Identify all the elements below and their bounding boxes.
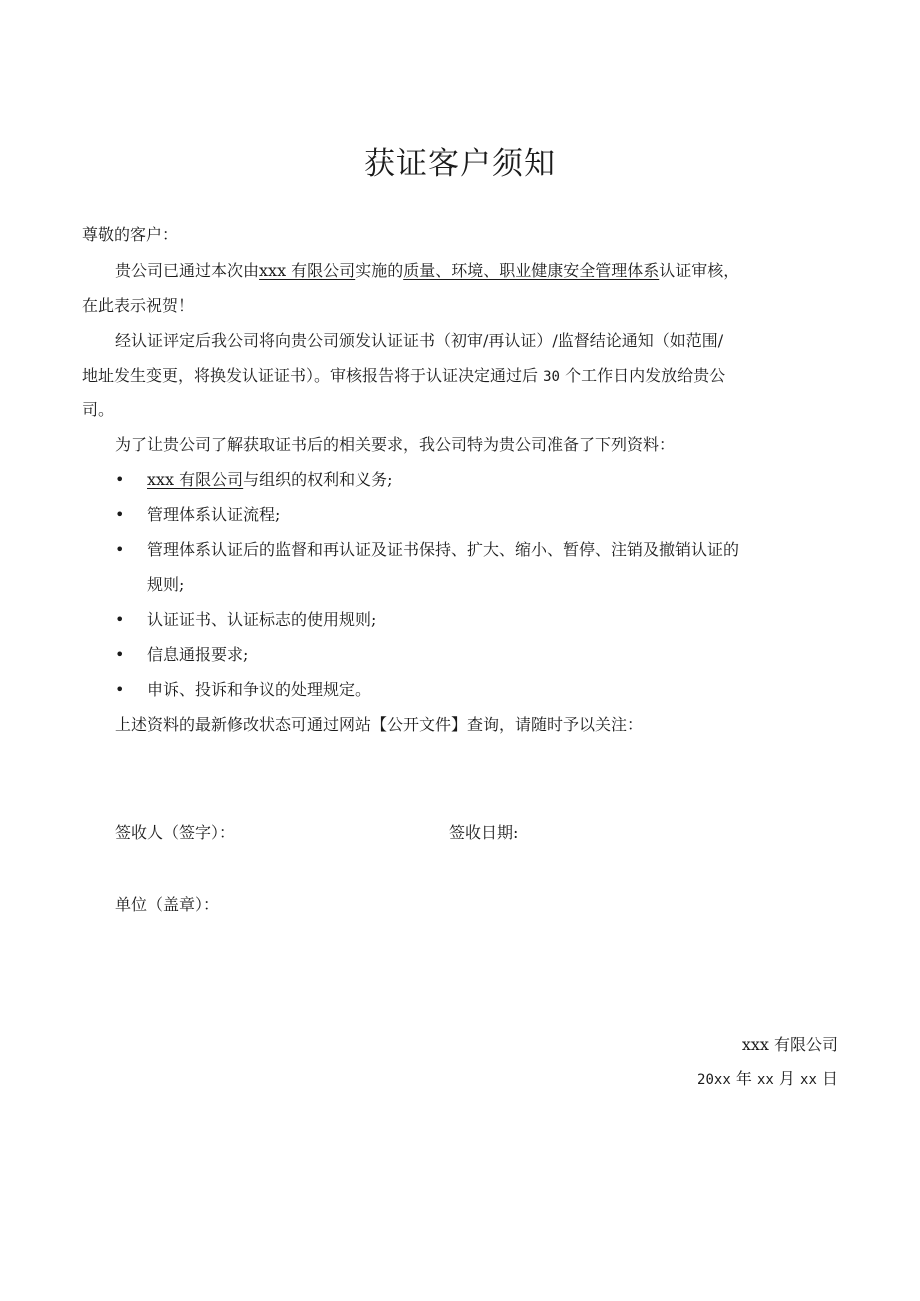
footer-day-value: xx	[800, 1072, 817, 1088]
bullet-icon: •	[115, 540, 125, 559]
bullet1-company: xxx 有限公司	[147, 470, 244, 489]
document-title: 获证客户须知	[364, 146, 556, 182]
footer-date	[697, 1069, 838, 1090]
para2-line1: 经认证评定后我公司将向贵公司颁发认证证书（初审/再认证）/监督结论通知（如范围/	[115, 331, 724, 350]
para2-line3: 司。	[82, 400, 115, 419]
para1-mid: 实施的	[355, 261, 404, 280]
para2-line2-post: 个工作日内发放给贵公	[565, 366, 726, 385]
para4: 上述资料的最新修改状态可通过网站【公开文件】查询，请随时予以关注：	[115, 715, 644, 734]
footer-day-label: 日	[821, 1069, 838, 1088]
para1-company: xxx 有限公司	[259, 261, 356, 280]
para1-line1	[115, 261, 739, 281]
footer-company: xxx 有限公司	[741, 1035, 838, 1054]
list-item: 信息通报要求;	[147, 645, 249, 664]
signer-label: 签收人（签字）：	[115, 823, 236, 842]
bullet-icon: •	[115, 505, 125, 524]
list-item: 管理体系认证流程;	[147, 505, 281, 524]
bullet-icon: •	[115, 610, 125, 629]
footer-year-label: 年	[735, 1069, 752, 1088]
list-item: 管理体系认证后的监督和再认证及证书保持、扩大、缩小、暂停、注销及撤销认证的	[147, 540, 740, 559]
list-item: 认证证书、认证标志的使用规则;	[147, 610, 377, 629]
footer-month-value: xx	[756, 1072, 774, 1088]
para1-post: 认证审核，	[659, 261, 740, 280]
list-item-continuation: 规则;	[147, 575, 185, 594]
para2-line2	[82, 366, 725, 387]
footer-month-label: 月	[778, 1069, 795, 1088]
para2-days: 30	[543, 369, 560, 385]
para1-system: 质量、环境、职业健康安全管理体系	[403, 261, 660, 280]
para1-line2: 在此表示祝贺！	[82, 296, 195, 315]
salutation: 尊敬的客户：	[82, 225, 179, 244]
bullet-icon: •	[115, 470, 125, 489]
footer-year-value: 20xx	[697, 1072, 731, 1088]
unit-label: 单位（盖章）：	[115, 895, 220, 914]
sign-date-label: 签收日期:	[449, 823, 519, 842]
list-item: 申诉、投诉和争议的处理规定。	[147, 680, 372, 699]
para2-line2-pre: 地址发生变更，将换发认证证书）。审核报告将于认证决定通过后	[82, 366, 539, 385]
bullet-icon: •	[115, 645, 125, 664]
bullet1-rest: 与组织的权利和义务;	[243, 470, 393, 489]
para1-pre: 贵公司已通过本次由	[115, 261, 260, 280]
bullet-icon: •	[115, 680, 125, 699]
para3: 为了让贵公司了解获取证书后的相关要求，我公司特为贵公司准备了下列资料：	[115, 435, 676, 454]
list-item	[147, 470, 393, 490]
